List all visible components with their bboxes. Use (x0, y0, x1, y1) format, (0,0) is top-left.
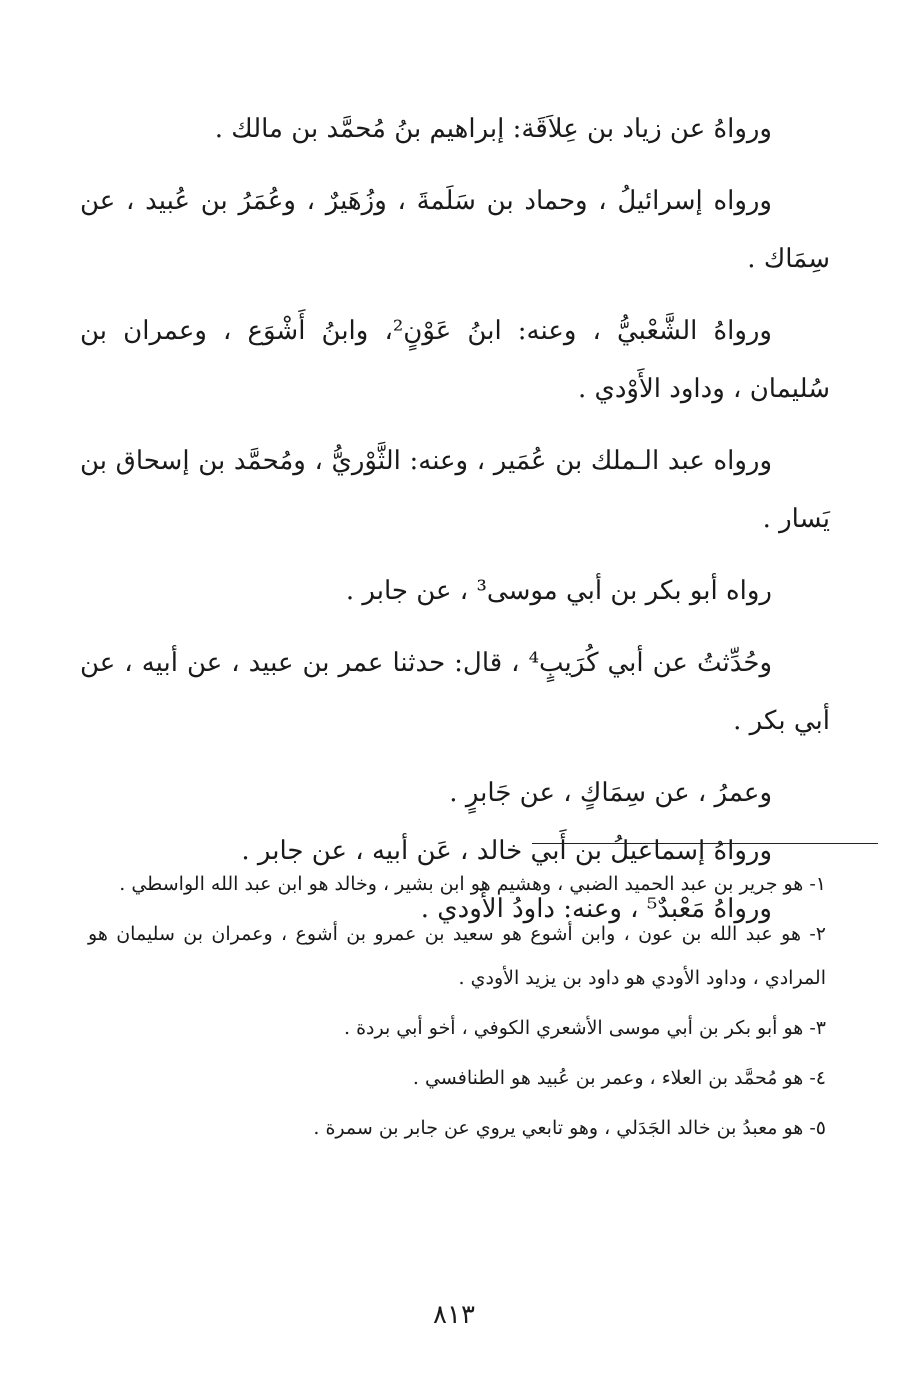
footnotes (88, 862, 826, 1156)
page-number: ٨١٣ (433, 1300, 475, 1330)
body-paragraph-9: ورواهُ مَعْبدٌ⁵ ، وعنه: داودُ الأَودي . (420, 894, 772, 924)
footnote-5: ٥- هو معبدُ بن خالد الجَدَلي ، وهو تابعي يروي عن جابر بن سمرة . (313, 1117, 826, 1139)
footnote-separator (532, 843, 878, 844)
footnote-4: ٤- هو مُحمَّد بن العلاء ، وعمر بن عُبيد هو الطنافسي . (412, 1067, 826, 1089)
body-paragraph-2: ورواه إسرائيلُ ، وحماد بن سَلَمةَ ، وزُهَيرٌ ، وعُمَرُ بن عُبيد ، عن سِمَاك . (80, 186, 830, 274)
footnote-2: ٢- هو عبد الله بن عون ، وابن أشوع هو سعيد بن عمرو بن أشوع ، وعمران بن سليمان هو المرادي ، وداود الأودي هو داود بن يزيد الأودي . (88, 923, 826, 989)
body-paragraph-4: ورواه عبد الـملك بن عُمَير ، وعنه: الثَّوْريُّ ، ومُحمَّد بن إسحاق بن يَسار . (80, 446, 830, 534)
main-text (80, 100, 830, 952)
body-paragraph-1: ورواهُ عن زياد بن عِلاَقَة: إبراهيم بنُ مُحمَّد بن مالك . (214, 114, 772, 144)
body-paragraph-3: ورواهُ الشَّعْبيُّ ، وعنه: ابنُ عَوْنٍ²، وابنُ أَشْوَع ، وعمران بن سُليمان ، وداود الأَوْدي . (80, 316, 830, 404)
footnote-1: ١- هو جرير بن عبد الحميد الضبي ، وهشيم هو ابن بشير ، وخالد هو ابن عبد الله الواسطي . (119, 873, 826, 895)
body-paragraph-7: وعمرُ ، عن سِمَاكٍ ، عن جَابرٍ . (449, 778, 772, 808)
body-paragraph-6: وحُدِّثتُ عن أبي كُرَيبٍ⁴ ، قال: حدثنا عمر بن عبيد ، عن أبيه ، عن أبي بكر . (80, 648, 830, 736)
body-paragraph-5: رواه أبو بكر بن أبي موسى³ ، عن جابر . (345, 576, 772, 606)
body-paragraph-8: ورواهُ إسماعيلُ بن أَبي خالد ، عَن أبيه ، عن جابر . (241, 836, 772, 866)
footnote-3: ٣- هو أبو بكر بن أبي موسى الأشعري الكوفي ، أخو أبي بردة . (344, 1017, 826, 1039)
